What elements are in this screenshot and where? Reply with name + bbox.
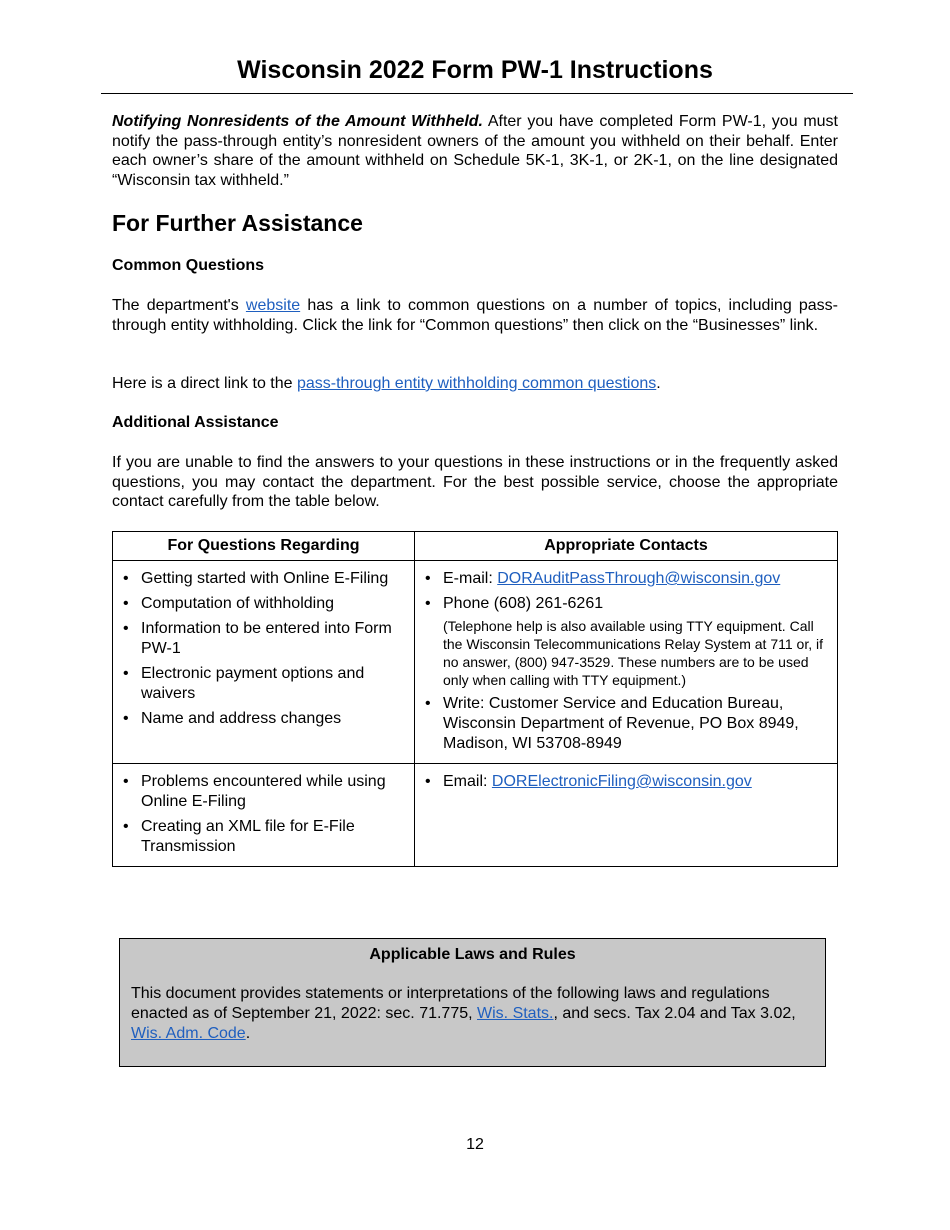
list-item: • Name and address changes <box>123 709 409 729</box>
questions-cell <box>113 561 415 764</box>
email-contact <box>425 772 832 792</box>
list-item: • Problems encountered while using Online E-Filing <box>123 772 409 812</box>
tty-note: (Telephone help is also available using TTY equipment. Call the Wisconsin Telecommunications Relay System at 711 or, if no answer, (800) 947-3529. These numbers are to be used only when calling with TTY equipment.) <box>443 618 823 688</box>
questions-list <box>114 562 413 737</box>
direct-link-text-after: . <box>656 375 661 392</box>
wis-stats-link[interactable]: Wis. Stats. <box>477 1005 554 1022</box>
common-text-before: The department's <box>112 297 246 314</box>
common-questions-paragraph <box>112 296 838 335</box>
laws-text-before: This document provides statements or interpretations of the following laws and regulations enacted as of September 21, 2022: sec. 71.775, <box>131 985 770 1022</box>
table-row <box>113 561 838 764</box>
contacts-cell <box>415 561 838 764</box>
phone-number: Phone (608) 261-6261 <box>443 595 604 612</box>
list-item: • Information to be entered into Form PW-1 <box>123 619 409 659</box>
email-label: E-mail: <box>443 570 498 587</box>
applicable-laws-text <box>131 984 815 1044</box>
additional-assistance-paragraph: If you are unable to find the answers to your questions in these instructions or in the frequently asked questions, you may contact the department. For the best possible service, choose the appropriate contact carefully from the table below. <box>112 454 838 510</box>
common-questions-link[interactable]: pass-through entity withholding common questions <box>296 375 657 392</box>
contacts-list <box>416 765 836 800</box>
questions-list <box>114 765 413 865</box>
list-item: • Getting started with Online E-Filing <box>123 569 409 589</box>
further-assistance-heading: For Further Assistance <box>112 210 363 236</box>
efiling-email-link[interactable]: DORElectronicFiling@wisconsin.gov <box>491 773 752 790</box>
laws-text-middle: , and secs. Tax 2.04 and Tax 3.02, <box>553 1005 796 1022</box>
questions-cell <box>113 764 415 867</box>
email-label: Email: <box>443 773 492 790</box>
page-title: Wisconsin 2022 Form PW-1 Instructions <box>237 56 713 84</box>
direct-link-text-before: Here is a direct link to the <box>112 375 297 392</box>
contacts-table <box>112 531 838 867</box>
contacts-list <box>416 562 836 762</box>
applicable-laws-box <box>119 938 826 1067</box>
additional-assistance-heading: Additional Assistance <box>112 414 279 431</box>
title-divider <box>101 93 853 94</box>
laws-text-after: . <box>245 1025 251 1042</box>
contacts-column-header: Appropriate Contacts <box>415 532 838 561</box>
direct-link-paragraph <box>112 374 838 394</box>
write-contact: • Write: Customer Service and Education Bureau, Wisconsin Department of Revenue, PO Box 8949, Madison, WI 53708-8949 <box>425 694 832 754</box>
common-text-after: has a link to common questions on a number of topics, including pass-through entity withholding. Click the link for “Common questions” then click on the “Businesses” link. <box>112 297 839 334</box>
contacts-cell <box>415 764 838 867</box>
notifying-paragraph <box>112 112 838 190</box>
phone-contact <box>425 594 832 689</box>
table-header-row <box>113 532 838 561</box>
notifying-text: After you have completed Form PW-1, you must notify the pass-through entity’s nonresident owners of the amount you withheld on their behalf. Enter each owner’s share of the amount withheld on Schedule 5K-1, 3K-1, or 2K-1, on the line designated “Wisconsin tax withheld.” <box>112 113 839 189</box>
list-item: • Computation of withholding <box>123 594 409 614</box>
applicable-laws-title: Applicable Laws and Rules <box>369 946 576 963</box>
notifying-lead: Notifying Nonresidents of the Amount Withheld. <box>112 113 483 130</box>
email-contact <box>425 569 832 589</box>
page-number: 12 <box>466 1136 484 1153</box>
wis-adm-code-link[interactable]: Wis. Adm. Code <box>131 1025 246 1042</box>
common-questions-heading: Common Questions <box>112 257 265 274</box>
audit-email-link[interactable]: DORAuditPassThrough@wisconsin.gov <box>497 570 781 587</box>
questions-column-header: For Questions Regarding <box>113 532 415 561</box>
website-link[interactable]: website <box>245 297 301 314</box>
table-row <box>113 764 838 867</box>
list-item: • Electronic payment options and waivers <box>123 664 409 704</box>
list-item: • Creating an XML file for E-File Transmission <box>123 817 409 857</box>
